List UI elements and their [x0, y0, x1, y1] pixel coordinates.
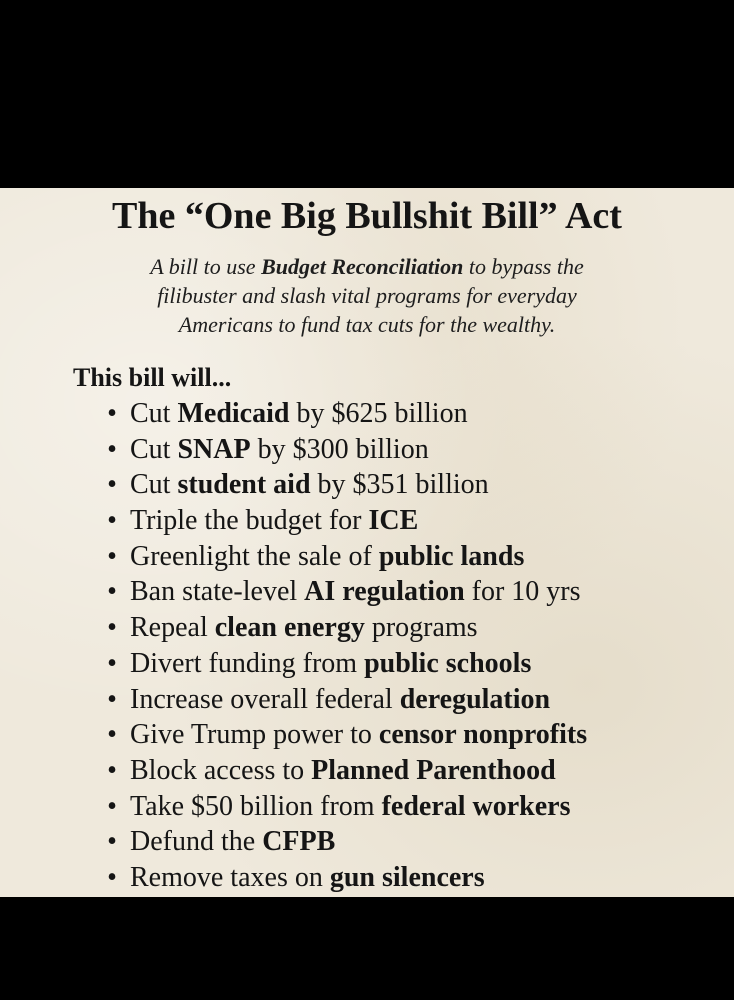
item-emphasis: Medicaid — [177, 398, 290, 429]
item-emphasis: ICE — [368, 505, 419, 537]
bullet-icon: • — [107, 790, 117, 822]
item-text: Repeal — [130, 612, 215, 644]
bullet-icon: • — [107, 433, 117, 465]
bullet-icon: • — [107, 576, 117, 608]
list-item — [104, 824, 587, 860]
item-emphasis: CFPB — [262, 826, 336, 858]
item-text-suffix: for 10 yrs — [464, 576, 581, 608]
item-emphasis: clean energy — [214, 612, 365, 644]
item-emphasis: student aid — [177, 469, 311, 501]
item-text: Block access to — [130, 754, 312, 786]
list-item — [104, 717, 587, 753]
bullet-icon: • — [107, 754, 117, 786]
item-text: Cut — [130, 469, 178, 501]
item-text: Increase overall federal — [130, 683, 400, 715]
list-item — [104, 432, 587, 468]
list-item — [104, 682, 587, 718]
item-emphasis: gun silencers — [329, 861, 485, 893]
item-text: Divert funding from — [130, 647, 365, 679]
list-item — [104, 467, 587, 503]
bullet-icon: • — [107, 505, 117, 537]
bullet-icon: • — [107, 826, 117, 858]
item-emphasis: AI regulation — [304, 576, 465, 608]
bullet-icon: • — [107, 683, 117, 715]
item-text-suffix: programs — [364, 612, 478, 644]
item-emphasis: SNAP — [177, 433, 251, 465]
list-item — [104, 646, 587, 682]
item-text-suffix: by $300 billion — [250, 433, 429, 465]
list-item — [104, 574, 587, 610]
list-item — [104, 753, 587, 789]
bullet-icon: • — [107, 398, 117, 429]
item-emphasis: public schools — [364, 647, 532, 679]
bullet-icon: • — [107, 612, 117, 644]
item-emphasis: censor nonprofits — [378, 719, 588, 751]
document-page — [0, 188, 734, 897]
subtitle-line-2: filibuster and slash vital programs for everyday — [157, 283, 577, 308]
list-item — [104, 396, 587, 432]
bullet-icon: • — [107, 469, 117, 501]
item-text: Give Trump power to — [130, 719, 379, 751]
item-text: Greenlight the sale of — [130, 540, 379, 572]
list-intro: This bill will... — [73, 363, 232, 392]
item-text: Defund the — [130, 826, 263, 858]
list-item — [104, 610, 587, 646]
list-item — [104, 860, 587, 896]
list-item — [104, 539, 587, 575]
subtitle-emphasis: Budget Reconciliation — [261, 254, 464, 279]
document-title: The “One Big Bullshit Bill” Act — [112, 195, 622, 237]
bill-provisions-list — [104, 396, 587, 896]
bullet-icon: • — [107, 861, 117, 893]
subtitle-line-1: A bill to use Budget Reconciliation to bypass the — [150, 254, 584, 279]
item-emphasis: Planned Parenthood — [311, 754, 556, 786]
item-text: Triple the budget for — [130, 505, 369, 537]
item-emphasis: federal workers — [381, 790, 571, 822]
item-emphasis: deregulation — [399, 683, 551, 715]
document-subtitle — [60, 252, 674, 339]
item-text: Cut — [130, 433, 178, 465]
item-text-suffix: by $351 billion — [310, 469, 489, 501]
list-item — [104, 503, 587, 539]
item-text: Remove taxes on — [130, 861, 330, 893]
list-item — [104, 789, 587, 825]
item-text: Take $50 billion from — [130, 790, 382, 822]
bullet-icon: • — [107, 540, 117, 572]
item-emphasis: public lands — [378, 540, 525, 572]
subtitle-line-3: Americans to fund tax cuts for the wealthy. — [178, 312, 556, 337]
bullet-icon: • — [107, 719, 117, 751]
item-text: Cut — [130, 398, 178, 429]
bullet-icon: • — [107, 647, 117, 679]
item-text: Ban state-level — [130, 576, 305, 608]
item-text-suffix: by $625 billion — [289, 398, 468, 429]
